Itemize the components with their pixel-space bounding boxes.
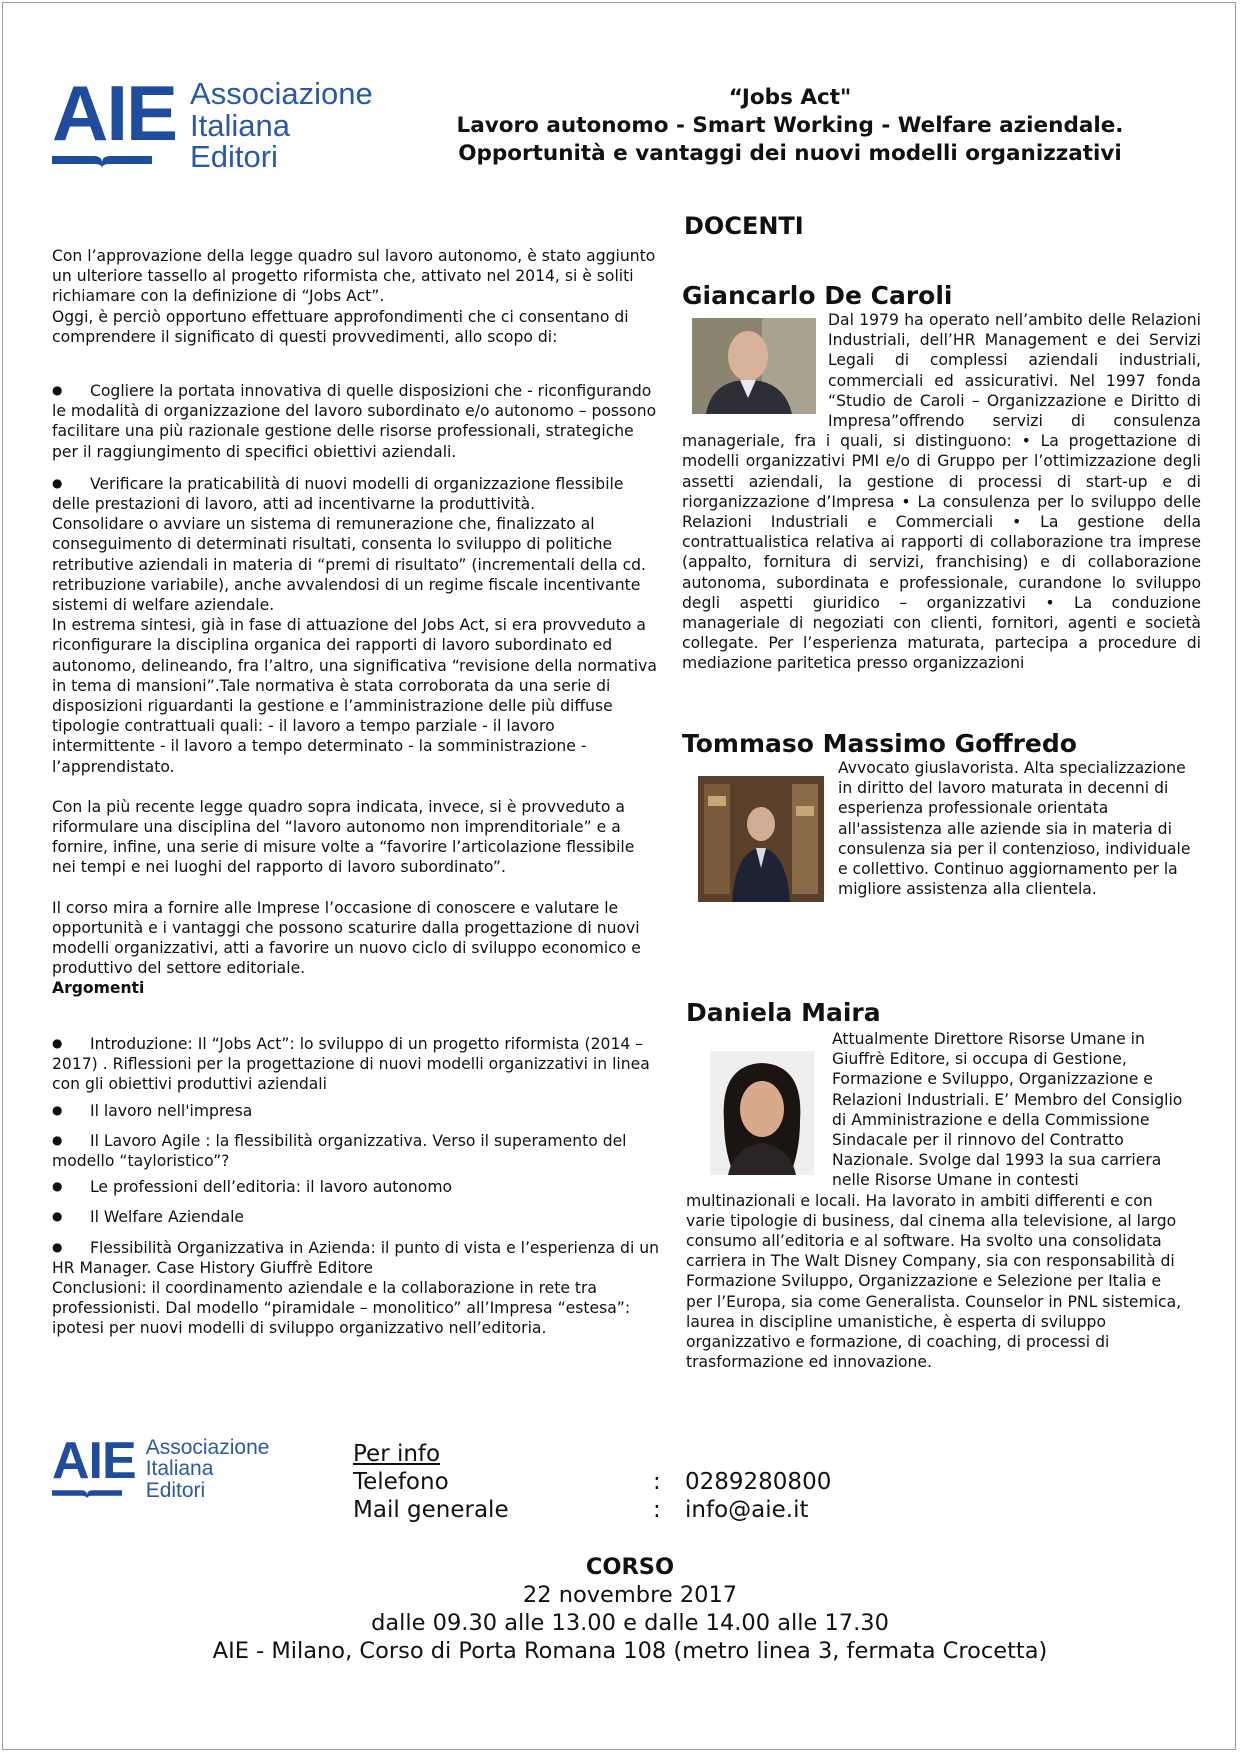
course-date: 22 novembre 2017: [522, 1582, 738, 1608]
teacher-bio-2: [698, 758, 1196, 902]
objective-item-2: ● Verificare la praticabilità di nuovi modelli di organizzazione flessibile delle prestazioni di lavoro, atti ad incentivarne la produttività.: [52, 474, 660, 514]
course-location: AIE - Milano, Corso di Porta Romana 108 (metro linea 3, fermata Crocetta): [212, 1638, 1048, 1664]
topic-item-2: ● Il lavoro nell'impresa: [52, 1101, 660, 1121]
title-line-3: Opportunità e vantaggi dei nuovi modelli organizzativi: [458, 141, 1122, 166]
topic-item-4: ● Le professioni dell’editoria: il lavoro autonomo: [52, 1177, 660, 1197]
course-details: [140, 1553, 1120, 1665]
teacher-photo-3: [710, 1051, 814, 1175]
teacher-bio-text-2: Avvocato giuslavorista. Alta specializzazione in diritto del lavoro maturata in decenni di esperienza professionale orientata all'assistenza alle aziende sia in materia di consulenza sia per il contenzioso, individuale e collettivo. Continuo aggiornamento per la migliore assistenza alla clientela.: [838, 759, 1191, 899]
paragraph-consolidare: Consolidare o avviare un sistema di remunerazione che, finalizzato al conseguimento di determinati risultati, consenta lo sviluppo di politiche retributive aziendali in materia di “premi di risultato” (incrementali della cd. retribuzione variabile), anche avvalendosi di un regime fiscale incentivante sistemi di welfare aziendale.: [52, 515, 647, 615]
teacher-name-3: Daniela Maira: [686, 998, 881, 1027]
teacher-name-1: Giancarlo De Caroli: [682, 281, 953, 310]
aie-logo-footer: [52, 1432, 270, 1502]
intro-paragraph-1: Con l’approvazione della legge quadro sul lavoro autonomo, è stato aggiunto un ulteriore tassello al progetto riformista che, attivato nel 2014, si è soliti richiamare con la definizione di “Jobs Act”.: [52, 247, 656, 306]
logo-line-2: Italiana: [190, 107, 290, 143]
logo-mark-footer: [52, 1432, 136, 1499]
topic-item-3: ● Il Lavoro Agile : la flessibilità organizzativa. Verso il superamento del modello “tayloristico”?: [52, 1131, 660, 1171]
teacher-bio-text-3: Attualmente Direttore Risorse Umane in Giuffrè Editore, si occupa di Gestione, Formazione e Sviluppo, Organizzazione e Relazioni Industriali. E’ Membro del Consiglio di Amministrazione e della Commissione Sindacale per il rinnovo del Contratto Nazionale. Svolge dal 1993 la sua carriera nelle Risorse Umane in contesti multinazionali e locali. Ha lavorato in ambiti differenti e con varie tipologie di business, dal cinema alla televisione, al largo consumo all’editoria e al software. Ha svolto una consolidata carriera in The Walt Disney Company, sia con responsabilità di Formazione Sviluppo, Organizzazione e Selezione per Italia e per l’Europa, sia come Generalista. Counselor in PNL sistemica, laurea in discipline umanistiche, è esperta di sviluppo organizzativo e formazione, di coaching, di processi di trasformazione ed innovazione.: [686, 1030, 1183, 1372]
mail-row: [353, 1496, 831, 1524]
teacher-bio-text-1: Dal 1979 ha operato nell’ambito delle Relazioni Industriali, dell’HR Management e dei Servizi Legali di complessi aziendali industriali, commerciali ed assicurativi. Nel 1997 fonda “Studio de Caroli – Organizzazione e Diritto di Impresa”offrendo servizi di consulenza manageriale, fra i quali, si distinguono: • La progettazione di modelli organizzativi PMI e/o di Gruppo per l’ottimizzazione degli assetti aziendali, la gestione di processi di start-up e di riorganizzazione d’Impresa • La consulenza per lo sviluppo delle Relazioni Industriali e Commerciali • La gestione della contrattualistica relativa ai rapporti di collaborazione tra imprese (appalto, fornitura di servizi, franchising) e di collaborazione autonoma, subordinata e professionale, curandone lo sviluppo degli aspetti giuridico – organizzativi • La conduzione manageriale di negoziati con clienti, fornitori, agenti e società collegate. Per l’esperienza maturata, partecipa a procedure di mediazione paritetica presso organizzazioni: [682, 311, 1201, 673]
logo-footer-line-1: Associazione: [145, 1436, 270, 1459]
logo-mark: [52, 69, 177, 168]
teacher-photo-1: [692, 318, 816, 414]
mail-label: Mail generale: [353, 1497, 509, 1523]
contact-info: [353, 1440, 831, 1524]
aie-logo: [52, 69, 373, 175]
logo-line-1: Associazione: [190, 76, 373, 111]
topic-item-1: ● Introduzione: Il “Jobs Act”: lo sviluppo di un progetto riformista (2014 – 2017) . Riflessioni per la progettazione di nuovi modelli organizzativi in linea con gli obiettivi produttivi aziendali: [52, 1034, 660, 1095]
paragraph-recente: Con la più recente legge quadro sopra indicata, invece, si è provveduto a riformulare una disciplina del “lavoro autonomo non imprenditoriale” e a fornire, infine, una serie di misure volte a “favorire l’articolazione flessibile nei tempi e nei luoghi del rapporto di lavoro subordinato”.: [52, 797, 635, 877]
document-title: [420, 84, 1160, 168]
phone-label: Telefono: [353, 1469, 449, 1495]
teacher-photo-2: [698, 776, 824, 902]
info-heading: Per info: [353, 1441, 441, 1467]
logo-name: [190, 78, 373, 173]
phone-separator: :: [653, 1469, 661, 1495]
logo-aie-letters-footer: AIE: [52, 1432, 136, 1490]
topic-item-6: ● Flessibilità Organizzativa in Azienda: il punto di vista e l’esperienza di un HR Manager. Case History Giuffrè Editore: [52, 1238, 660, 1278]
paragraph-sintesi: In estrema sintesi, già in fase di attuazione del Jobs Act, si era provveduto a riconfigurare la disciplina organica dei rapporti di lavoro subordinato ed autonomo, delineando, fra l’altro, una significativa “revisione della normativa in tema di mansioni”.Tale normativa è stata corroborata da una serie di disposizioni riguardanti la gestione e l’amministrazione delle più diffuse tipologie contrattuali quali: - il lavoro a tempo parziale - il lavoro intermittente - il lavoro a tempo determinato - la somministrazione - l’apprendistato.: [52, 616, 657, 776]
intro-paragraph-2: Oggi, è perciò opportuno effettuare approfondimenti che ci consentano di comprendere il significato di questi provvedimenti, allo scopo di:: [52, 307, 629, 346]
objectives-block: [52, 381, 660, 999]
phone-row: [353, 1468, 831, 1496]
course-hours: dalle 09.30 alle 13.00 e dalle 14.00 alle 17.30: [371, 1610, 889, 1636]
topics-list: [52, 1034, 660, 1339]
objective-item-1: ● Cogliere la portata innovativa di quelle disposizioni che - riconfigurando le modalità di organizzazione del lavoro subordinato e/o autonomo – possono facilitare una più razionale gestione delle risorse professionali, strategiche per il raggiungimento di specifici obiettivi aziendali.: [52, 381, 660, 462]
title-line-2: Lavoro autonomo - Smart Working - Welfare aziendale.: [456, 113, 1124, 138]
docenti-heading: DOCENTI: [684, 212, 804, 240]
logo-name-footer: [146, 1437, 270, 1501]
conclusioni-paragraph: Conclusioni: il coordinamento aziendale e la collaborazione in rete tra professionisti. Dal modello “piramidale – monolitico” all’Impresa “estesa”: ipotesi per nuovi modelli di sviluppo organizzativo nell’editoria.: [52, 1279, 631, 1338]
teacher-name-2: Tommaso Massimo Goffredo: [682, 729, 1077, 758]
argomenti-heading: Argomenti: [52, 979, 145, 998]
mail-separator: :: [653, 1497, 661, 1523]
topic-item-5: ● Il Welfare Aziendale: [52, 1207, 660, 1227]
phone-value[interactable]: 0289280800: [685, 1469, 832, 1495]
logo-footer-line-3: Editori: [145, 1478, 206, 1502]
intro-block: [52, 246, 660, 347]
paragraph-corso: Il corso mira a fornire alle Imprese l’occasione di conoscere e valutare le opportunità e i vantaggi che possono scaturire dalla progettazione di nuovi modelli organizzativi, atti a favorire un nuovo ciclo di sviluppo economico e produttivo del settore editoriale.: [52, 898, 641, 978]
logo-line-3: Editori: [190, 139, 278, 175]
logo-footer-line-2: Italiana: [145, 1457, 214, 1481]
mail-value[interactable]: info@aie.it: [685, 1497, 809, 1523]
logo-aie-letters: AIE: [52, 69, 177, 157]
teacher-bio-3: [686, 1029, 1184, 1372]
teacher-bio-1: [682, 310, 1201, 674]
course-title: CORSO: [585, 1554, 675, 1580]
title-line-1: “Jobs Act": [728, 85, 852, 110]
